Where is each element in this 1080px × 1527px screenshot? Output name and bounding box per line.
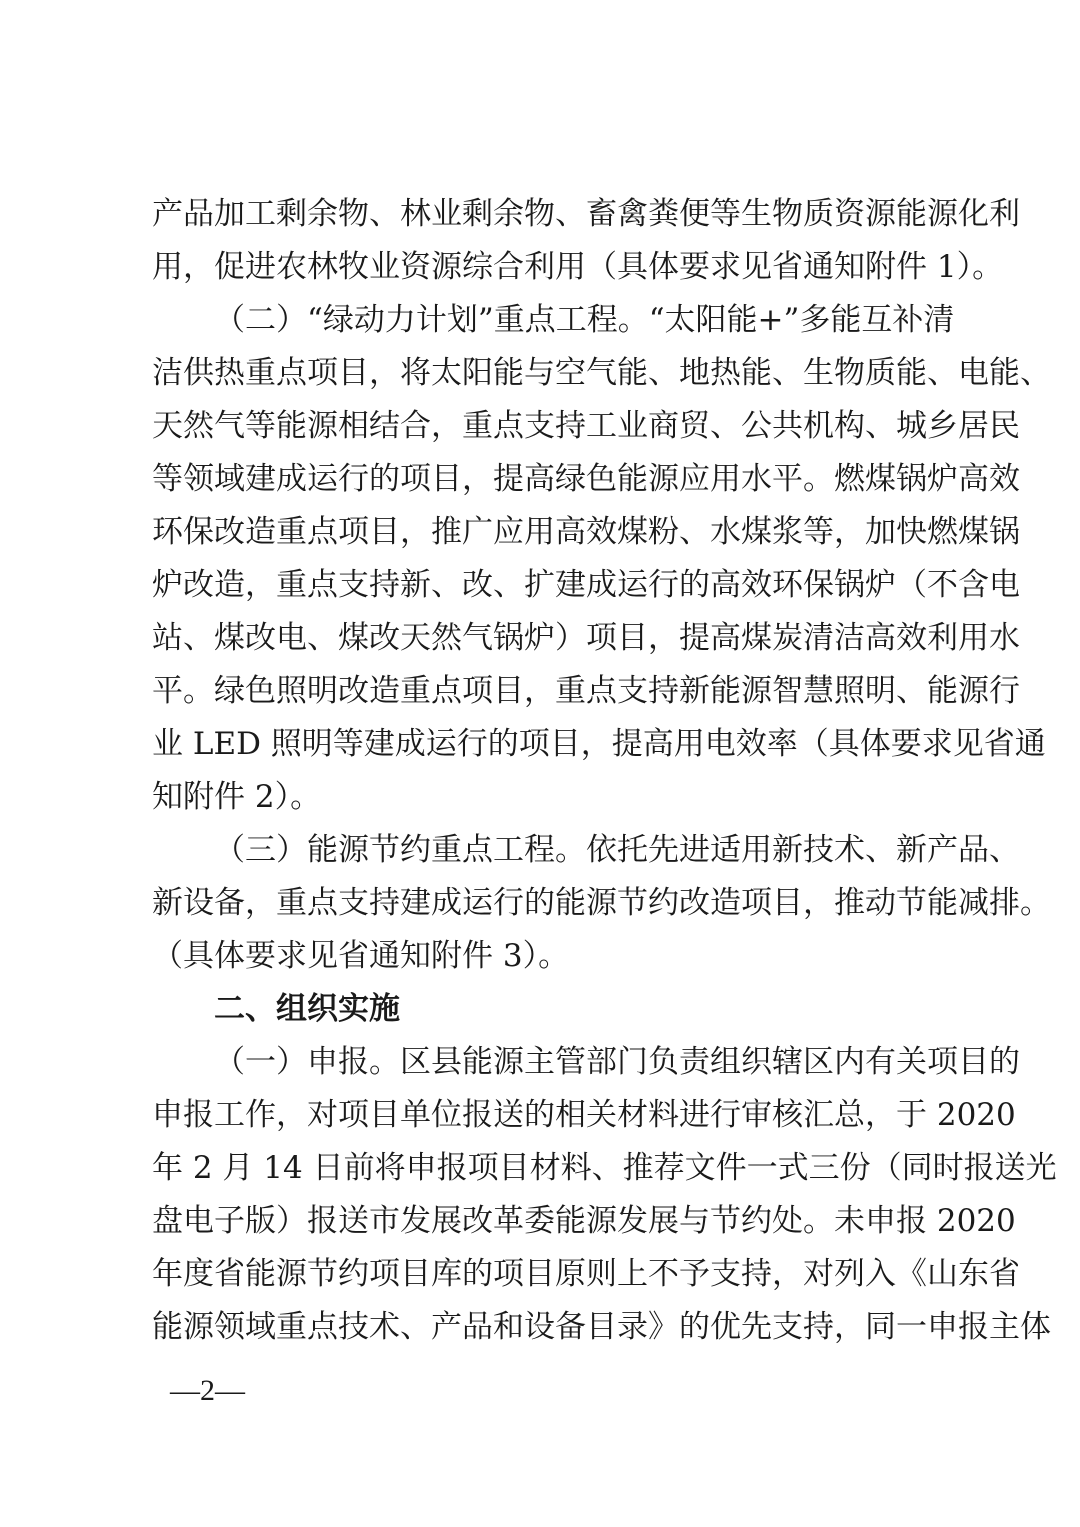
- paragraph-line: 天然气等能源相结合，重点支持工业商贸、公共机构、城乡居民: [152, 408, 1020, 444]
- paragraph-line: 用，促进农林牧业资源综合利用（具体要求见省通知附件 1）。: [152, 249, 1004, 285]
- subsection-1-heading-line: （一）申报。区县能源主管部门负责组织辖区内有关项目的: [214, 1044, 1020, 1080]
- paragraph-line: 业 LED 照明等建成运行的项目，提高用电效率（具体要求见省通: [152, 726, 1046, 762]
- paragraph-line: 产品加工剩余物、林业剩余物、畜禽粪便等生物质资源能源化利: [152, 196, 1020, 232]
- section-2-heading-line: （二）“绿动力计划”重点工程。“太阳能+”多能互补清: [214, 302, 955, 338]
- paragraph-line: 盘电子版）报送市发展改革委能源发展与节约处。未申报 2020: [152, 1203, 1016, 1239]
- paragraph-line: 炉改造，重点支持新、改、扩建成运行的高效环保锅炉（不含电: [152, 567, 1020, 603]
- paragraph-line: 年度省能源节约项目库的项目原则上不予支持，对列入《山东省: [152, 1256, 1020, 1292]
- section-heading-organization: 二、组织实施: [214, 991, 400, 1027]
- page-number: —2—: [170, 1374, 245, 1407]
- paragraph-line: 站、煤改电、煤改天然气锅炉）项目，提高煤炭清洁高效利用水: [152, 620, 1020, 656]
- paragraph-line: 洁供热重点项目，将太阳能与空气能、地热能、生物质能、电能、: [152, 355, 1051, 391]
- paragraph-line: 环保改造重点项目，推广应用高效煤粉、水煤浆等，加快燃煤锅: [152, 514, 1020, 550]
- paragraph-line: 知附件 2）。: [152, 779, 322, 815]
- paragraph-line: 新设备，重点支持建成运行的能源节约改造项目，推动节能减排。: [152, 885, 1051, 921]
- paragraph-line: 申报工作，对项目单位报送的相关材料进行审核汇总，于 2020: [152, 1097, 1016, 1133]
- paragraph-line: （具体要求见省通知附件 3）。: [152, 938, 570, 974]
- section-3-heading-line: （三）能源节约重点工程。依托先进适用新技术、新产品、: [214, 832, 1020, 868]
- paragraph-line: 年 2 月 14 日前将申报项目材料、推荐文件一式三份（同时报送光: [152, 1150, 1057, 1186]
- paragraph-line: 等领域建成运行的项目，提高绿色能源应用水平。燃煤锅炉高效: [152, 461, 1020, 497]
- paragraph-line: 能源领域重点技术、产品和设备目录》的优先支持，同一申报主体: [152, 1309, 1051, 1345]
- paragraph-line: 平。绿色照明改造重点项目，重点支持新能源智慧照明、能源行: [152, 673, 1020, 709]
